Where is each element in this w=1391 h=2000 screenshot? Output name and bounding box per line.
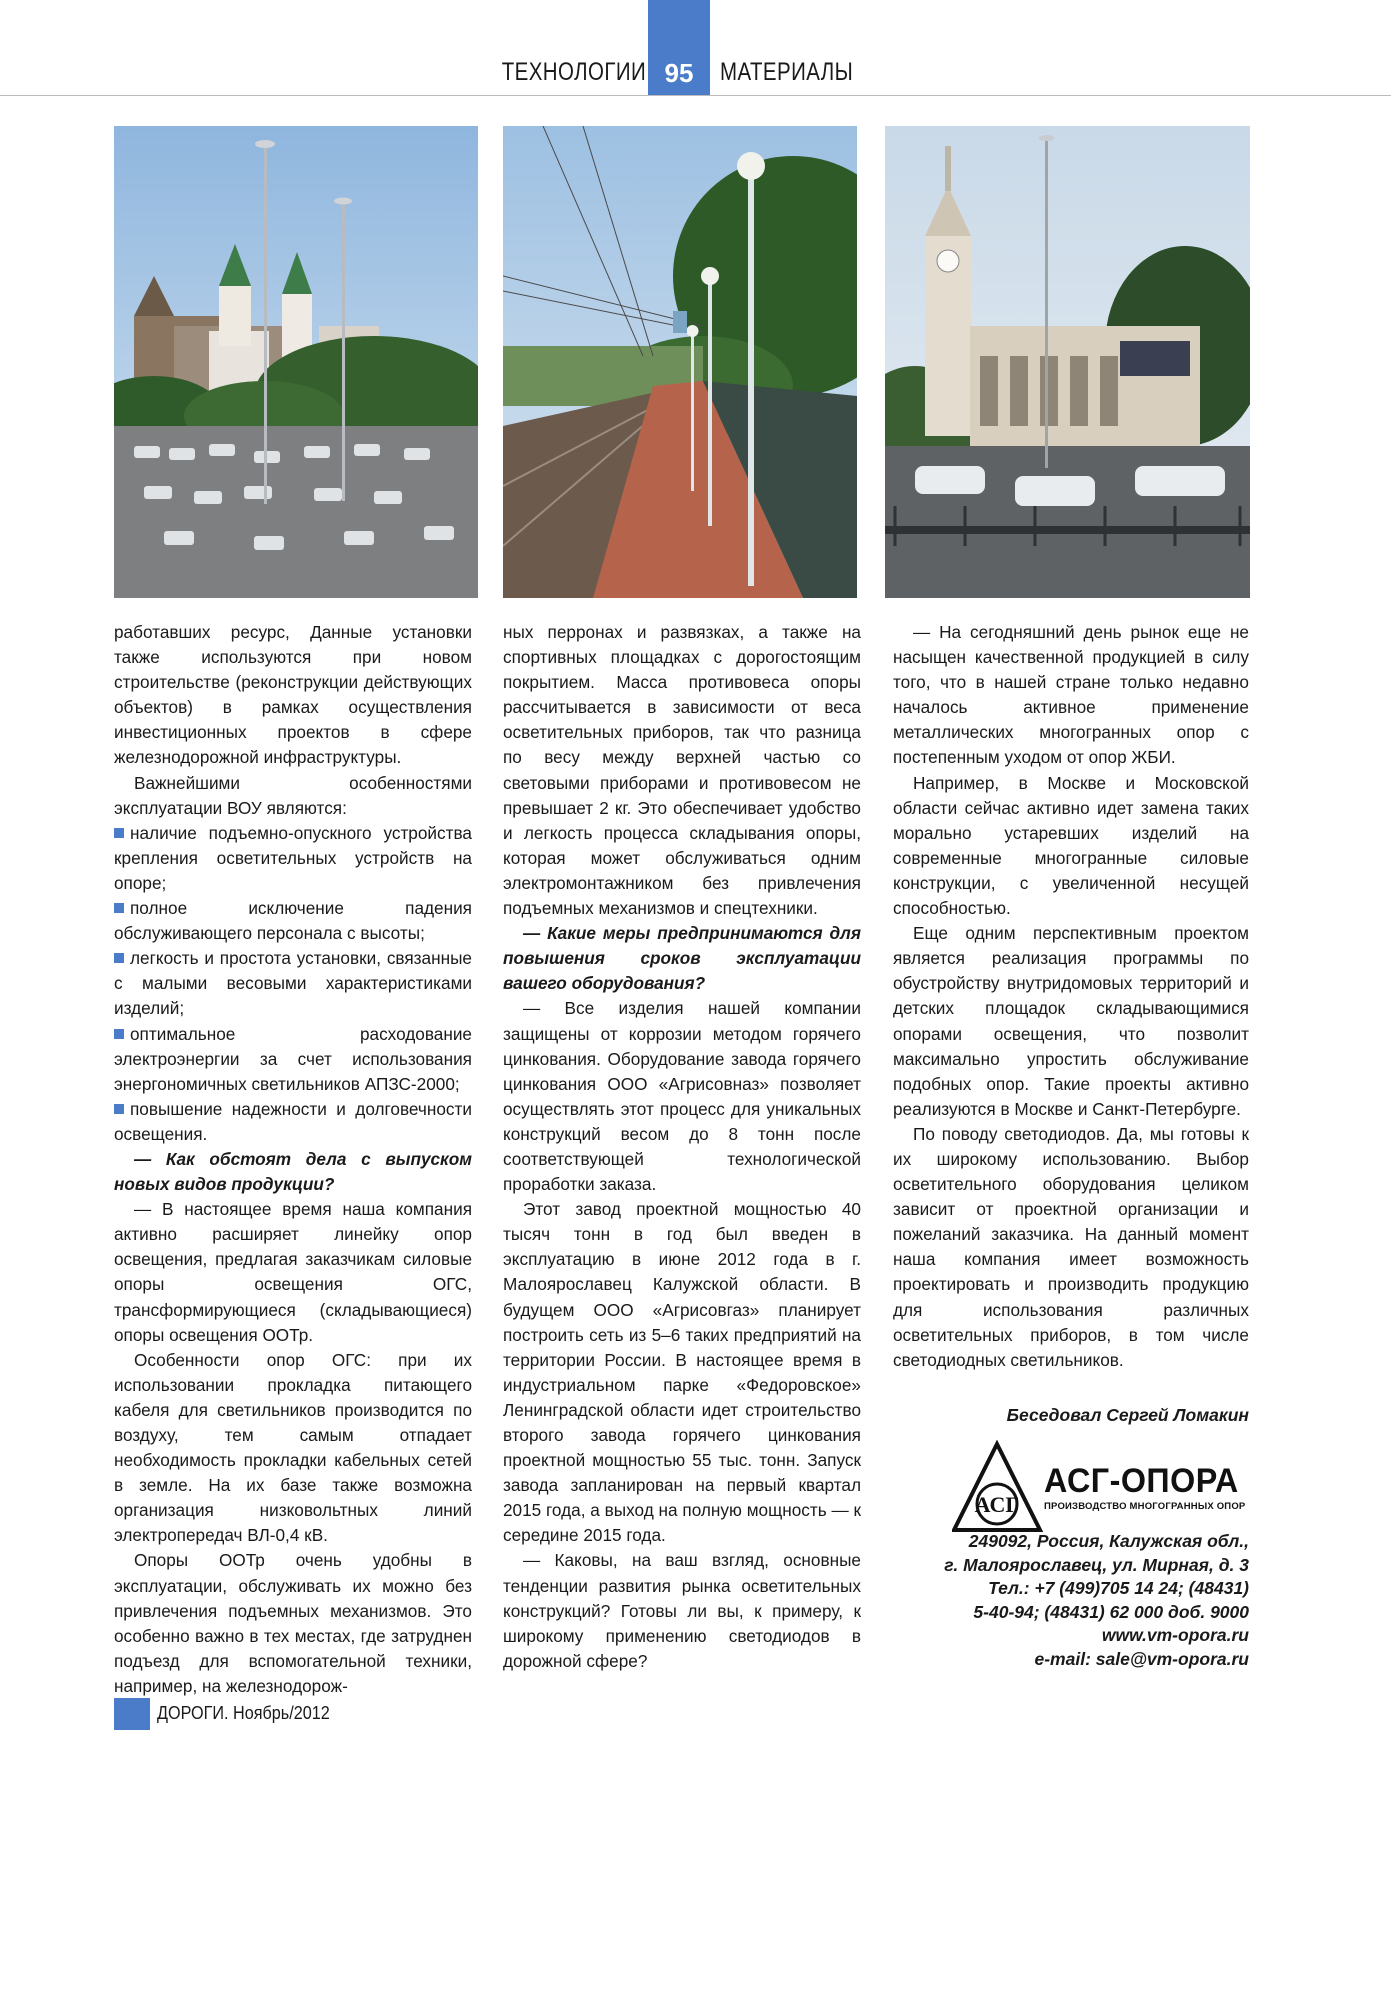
list-item: полное исключение падения обслуживающего персонала с высоты; [114, 898, 472, 944]
text-column-2 [503, 620, 861, 1674]
list-item: повышение надежности и долговечности освещения. [114, 1098, 472, 1144]
photo-railway-platform [503, 126, 857, 598]
phone-line: 5-40-94; (48431) 62 000 доб. 9000 [973, 1601, 1249, 1622]
paragraph: Например, в Москве и Московской области сейчас активно идет замена таких морально устаревших изделий на современные многогранные силовые конструкции, с увеличенной несущей способностью. [893, 772, 1249, 919]
footer-magazine-issue: ДОРОГИ. Ноябрь/2012 [157, 1703, 330, 1723]
bullet-icon [114, 1029, 124, 1039]
page-header [0, 0, 1391, 100]
phone-line: Тел.: +7 (499)705 14 24; (48431) [988, 1578, 1249, 1598]
text-column-1 [114, 620, 472, 1699]
section-label-technologies: ТЕХНОЛОГИИ [501, 58, 646, 86]
paragraph: Еще одним перспективным проектом является реализация программы по обустройству внутридомовых территорий и детских площадок складывающимися опорами освещения, что позволит максимально упростить обслуживание подобных опор. Такие проекты активно реализуются в Москве и Санкт-Петербурге. [893, 923, 1249, 1119]
logo-mark: АСГ [974, 1492, 1020, 1517]
paragraph: — Все изделия нашей компании защищены от коррозии методом горячего цинкования. Оборудование завода горячего цинкования ООО «Агрисовназ» позволяет осуществлять этот процесс для уникальных конструкций весом до 8 тонн после соответствующей технологической проработки заказа. [503, 998, 861, 1195]
list-item: оптимальное расходование электроэнергии за счет использования энергономичных светильников АПЗС-2000; [114, 1023, 472, 1094]
photo-kremlin-parking [114, 126, 478, 598]
list-item: наличие подъемно-опускного устройства крепления осветительных устройств на опоре; [114, 822, 472, 893]
address-line: 249092, Россия, Калужская обл., [968, 1531, 1249, 1551]
contact-block [944, 1530, 1249, 1671]
footer-accent-box [114, 1698, 150, 1730]
email[interactable]: e-mail: sale@vm-opora.ru [1034, 1648, 1249, 1669]
section-label-materials: МАТЕРИАЛЫ [720, 58, 854, 86]
paragraph: По поводу светодиодов. Да, мы готовы к их широкому использованию. Выбор осветительного оборудования целиком зависит от проектной организации и пожеланий заказчика. На данный момент наша компания имеет возможность проектировать и производить продукцию для использования различных осветительных приборов, в том числе светодиодных светильников. [893, 1123, 1249, 1370]
company-tagline: ПРОИЗВОДСТВО МНОГОГРАННЫХ ОПОР [1044, 1501, 1246, 1512]
question: — Как обстоят дела с выпуском новых видов продукции? [114, 1148, 472, 1195]
bullet-icon [114, 828, 124, 838]
bullet-icon [114, 953, 124, 963]
logo-text-block [1044, 1462, 1249, 1512]
list-item: легкость и простота установки, связанные с малыми весовыми характеристиками изделий; [114, 948, 472, 1019]
company-name: АСГ-ОПОРА [1044, 1462, 1239, 1500]
photo-station-clock-tower [885, 126, 1250, 598]
paragraph: Опоры ООТр очень удобны в эксплуатации, обслуживать их можно без привлечения подъемных механизмов. Это особенно важно в тех местах, где затруднен подъезд для вспомогательной техники, например, на железнодорож- [114, 1550, 472, 1696]
page-number-box [648, 0, 710, 95]
question: — Какие меры предпринимаются для повышения сроков эксплуатации вашего оборудования? [503, 923, 861, 994]
interviewer-byline: Беседовал Сергей Ломакин [1006, 1405, 1249, 1425]
paragraph: Этот завод проектной мощностью 40 тысяч тонн в год был введен в эксплуатацию в июне 2012 года в г. Малоярославец Калужской области. В будущем ООО «Агрисовгаз» планирует построить сеть из 5–6 таких предприятий на территории России. В настоящее время в индустриальном парке «Федоровское» Ленинградской области идет строительство второго завода горячего цинкования проектной мощностью 55 тыс. тонн. Запуск завода запланирован на первый квартал 2015 года, а выход на полную мощность — к середине 2015 года. [503, 1199, 861, 1546]
paragraph: — Каковы, на ваш взгляд, основные тенденции развития рынка осветительных конструкций? Готовы ли вы, к примеру, к широкому применению светодиодов в дорожной сфере? [503, 1550, 861, 1671]
page-number: 95 [664, 58, 694, 88]
website[interactable]: www.vm-opora.ru [1101, 1625, 1249, 1645]
bullet-icon [114, 903, 124, 913]
paragraph: ных перронах и развязках, а также на спортивных площадках с дорогостоящим покрытием. Масса противовеса опоры рассчитывается в зависимости от веса осветительных приборов, так что разница по весу между верхней частью со световыми приборами и противовесом не превышает 2 кг. Это обеспечивает удобство и легкость процесса складывания опоры, которая может обслуживаться одним электромонтажником без привлечения подъемных механизмов и спецтехники. [503, 622, 861, 919]
paragraph: — В настоящее время наша компания активно расширяет линейку опор освещения, предлагая заказчикам силовые опоры освещения ОГС, трансформирующиеся (складывающиеся) опоры освещения ООТр. [114, 1199, 472, 1345]
paragraph: работавших ресурс, Данные установки также используются при новом строительстве (реконструкции действующих объектов) в рамках осуществления инвестиционных проектов в сфере железнодорожной инфраструктуры. [114, 622, 472, 768]
header-divider [0, 95, 1391, 96]
paragraph: — На сегодняшний день рынок еще не насыщен качественной продукцией в силу того, что в нашей стране только недавно началось активное применение металлических многогранных опор с постепенным уходом от опор ЖБИ. [893, 622, 1249, 768]
paragraph: Особенности опор ОГС: при их использовании прокладка питающего кабеля для светильников производится по воздуху, тем самым отпадает необходимость прокладки кабельных сетей в земле. На их базе также возможна организация низковольтных линий электропередач ВЛ-0,4 кВ. [114, 1349, 472, 1546]
paragraph: Важнейшими особенностями эксплуатации ВОУ являются: [114, 772, 472, 818]
bullet-icon [114, 1104, 124, 1114]
address-line: г. Малоярославец, ул. Мирная, д. 3 [944, 1554, 1249, 1575]
text-column-3 [893, 620, 1249, 1373]
